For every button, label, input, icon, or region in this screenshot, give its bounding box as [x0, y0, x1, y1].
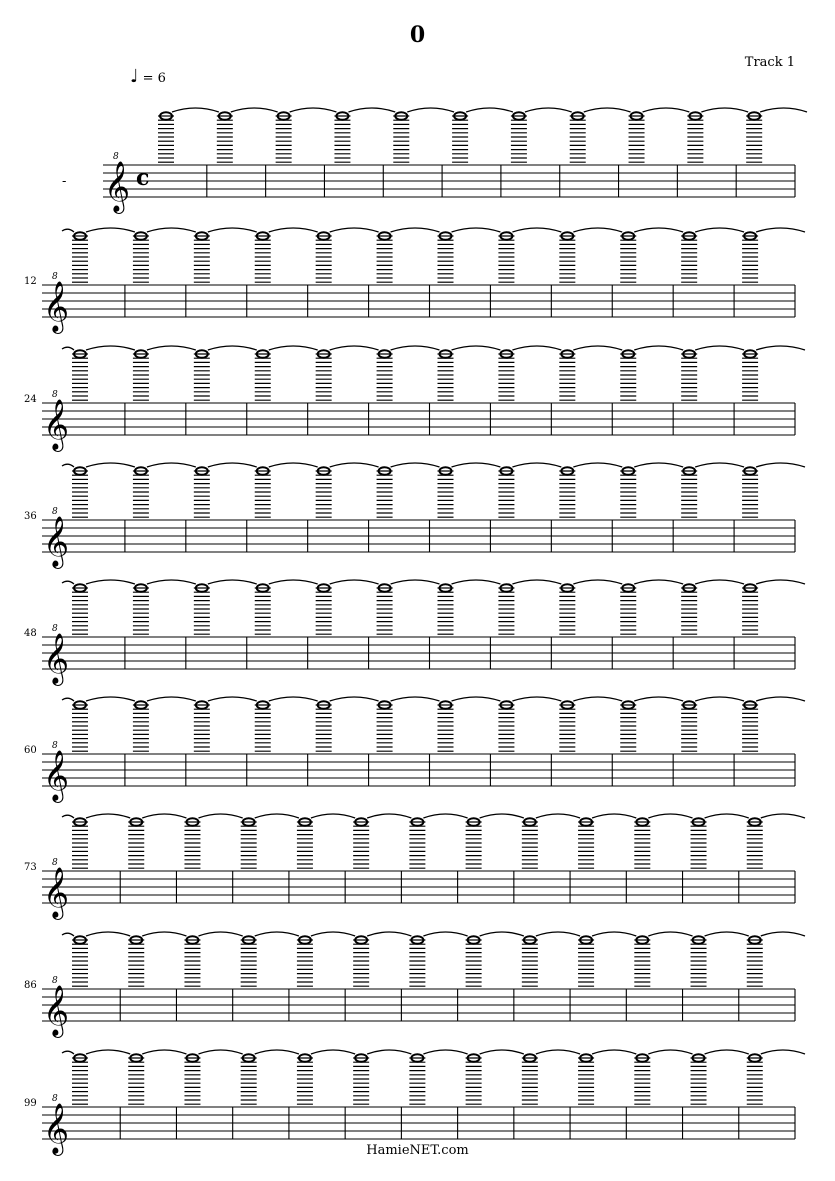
- tie: [536, 932, 580, 936]
- tie: [391, 697, 440, 701]
- tie: [695, 463, 744, 467]
- treble-clef-icon: 𝄞: [43, 1103, 70, 1154]
- tie: [648, 932, 692, 936]
- tie: [452, 346, 501, 350]
- tie: [86, 814, 130, 818]
- tie: [269, 697, 318, 701]
- tie: [330, 346, 379, 350]
- tie-continuation: [62, 698, 74, 701]
- tie: [761, 814, 805, 818]
- clef-octave-mark: 8: [52, 741, 58, 751]
- tie: [452, 463, 501, 467]
- tie: [367, 814, 411, 818]
- measure-number: 12: [24, 276, 37, 287]
- tie: [705, 814, 749, 818]
- tie: [147, 228, 196, 232]
- tie-continuation: [62, 815, 74, 818]
- tie: [142, 1050, 186, 1054]
- tie: [407, 108, 454, 112]
- tie: [536, 814, 580, 818]
- clef-octave-mark: 8: [52, 390, 58, 400]
- tie: [311, 1050, 355, 1054]
- tie: [536, 1050, 580, 1054]
- tie: [761, 1050, 805, 1054]
- tie: [311, 932, 355, 936]
- tie: [466, 108, 513, 112]
- tie: [592, 1050, 636, 1054]
- tie: [147, 697, 196, 701]
- tie: [705, 932, 749, 936]
- tie: [147, 580, 196, 584]
- tie: [634, 346, 683, 350]
- time-signature: c: [136, 165, 150, 191]
- tie: [86, 463, 135, 467]
- tie: [634, 580, 683, 584]
- measure-number: 24: [24, 394, 37, 405]
- treble-clef-icon: 𝄞: [43, 516, 70, 567]
- tie-continuation: [62, 933, 74, 936]
- tie: [330, 697, 379, 701]
- tie: [86, 1050, 130, 1054]
- tie: [648, 814, 692, 818]
- tie: [452, 228, 501, 232]
- tie: [391, 346, 440, 350]
- treble-clef-icon: 𝄞: [43, 867, 70, 918]
- tie: [695, 697, 744, 701]
- clef-octave-mark: 8: [113, 152, 119, 162]
- tie: [391, 228, 440, 232]
- tie: [756, 346, 805, 350]
- tie: [573, 697, 622, 701]
- clef-octave-mark: 8: [52, 976, 58, 986]
- tie: [525, 108, 572, 112]
- measure-number: 86: [24, 980, 37, 991]
- tie: [348, 108, 395, 112]
- tie: [367, 1050, 411, 1054]
- tie: [172, 108, 219, 112]
- tie: [147, 463, 196, 467]
- tie: [760, 108, 807, 112]
- treble-clef-icon: 𝄞: [43, 399, 70, 450]
- treble-clef-icon: 𝄞: [43, 633, 70, 684]
- tie: [255, 932, 299, 936]
- clef-octave-mark: 8: [52, 624, 58, 634]
- measure-number: 48: [24, 628, 37, 639]
- treble-clef-icon: 𝄞: [104, 161, 131, 212]
- tie: [86, 580, 135, 584]
- tie: [330, 228, 379, 232]
- clef-octave-mark: 8: [52, 507, 58, 517]
- tie: [592, 814, 636, 818]
- tie: [695, 346, 744, 350]
- tie: [86, 932, 130, 936]
- measure-number: 73: [24, 862, 37, 873]
- tie: [643, 108, 690, 112]
- tie: [208, 697, 257, 701]
- tie: [391, 463, 440, 467]
- tie-continuation: [62, 464, 74, 467]
- tie: [86, 697, 135, 701]
- tie: [423, 1050, 467, 1054]
- tie: [269, 463, 318, 467]
- tie: [573, 228, 622, 232]
- tie: [198, 1050, 242, 1054]
- tie: [756, 463, 805, 467]
- tie: [756, 228, 805, 232]
- tie: [86, 346, 135, 350]
- treble-clef-icon: 𝄞: [43, 750, 70, 801]
- tie: [701, 108, 748, 112]
- footer-credit: HamieNET.com: [366, 1143, 469, 1158]
- tie: [512, 346, 561, 350]
- tie-continuation: [62, 581, 74, 584]
- tie: [592, 932, 636, 936]
- tie-continuation: [62, 229, 74, 232]
- tie: [761, 932, 805, 936]
- tie: [705, 1050, 749, 1054]
- tie: [208, 228, 257, 232]
- tie: [311, 814, 355, 818]
- tie: [452, 697, 501, 701]
- tie: [512, 463, 561, 467]
- clef-octave-mark: 8: [52, 858, 58, 868]
- tie: [269, 580, 318, 584]
- tie: [648, 1050, 692, 1054]
- tie: [391, 580, 440, 584]
- track-label: Track 1: [744, 55, 795, 70]
- tie: [480, 1050, 524, 1054]
- tie: [480, 932, 524, 936]
- tie: [452, 580, 501, 584]
- tie: [634, 463, 683, 467]
- tie: [367, 932, 411, 936]
- tie: [423, 814, 467, 818]
- quarter-note-icon: ♩: [130, 66, 139, 87]
- tie: [208, 580, 257, 584]
- tie: [573, 463, 622, 467]
- measure-number: 60: [24, 745, 37, 756]
- tie: [290, 108, 337, 112]
- tie: [255, 1050, 299, 1054]
- tempo-value: = 6: [142, 71, 166, 86]
- measure-number: 99: [24, 1098, 37, 1109]
- tie: [423, 932, 467, 936]
- tie: [269, 228, 318, 232]
- tie: [330, 580, 379, 584]
- tie: [512, 228, 561, 232]
- tie: [512, 580, 561, 584]
- clef-octave-mark: 8: [52, 1094, 58, 1104]
- instrument-name: -: [62, 174, 67, 189]
- tie: [695, 228, 744, 232]
- clef-octave-mark: 8: [52, 272, 58, 282]
- tie: [584, 108, 631, 112]
- treble-clef-icon: 𝄞: [43, 281, 70, 332]
- tie: [756, 580, 805, 584]
- tie: [634, 697, 683, 701]
- score-title: 0: [409, 22, 426, 48]
- tie: [198, 814, 242, 818]
- tie: [269, 346, 318, 350]
- tie: [142, 932, 186, 936]
- tie: [573, 346, 622, 350]
- tie: [330, 463, 379, 467]
- tie: [480, 814, 524, 818]
- tie: [142, 814, 186, 818]
- tie: [573, 580, 622, 584]
- tie: [208, 346, 257, 350]
- tie: [756, 697, 805, 701]
- measure-number: 36: [24, 511, 37, 522]
- tie: [147, 346, 196, 350]
- tie: [255, 814, 299, 818]
- tie: [86, 228, 135, 232]
- tie: [695, 580, 744, 584]
- tie: [198, 932, 242, 936]
- treble-clef-icon: 𝄞: [43, 985, 70, 1036]
- tie: [634, 228, 683, 232]
- tie: [231, 108, 278, 112]
- tie: [208, 463, 257, 467]
- tie-continuation: [62, 1051, 74, 1054]
- tie-continuation: [62, 347, 74, 350]
- tie: [512, 697, 561, 701]
